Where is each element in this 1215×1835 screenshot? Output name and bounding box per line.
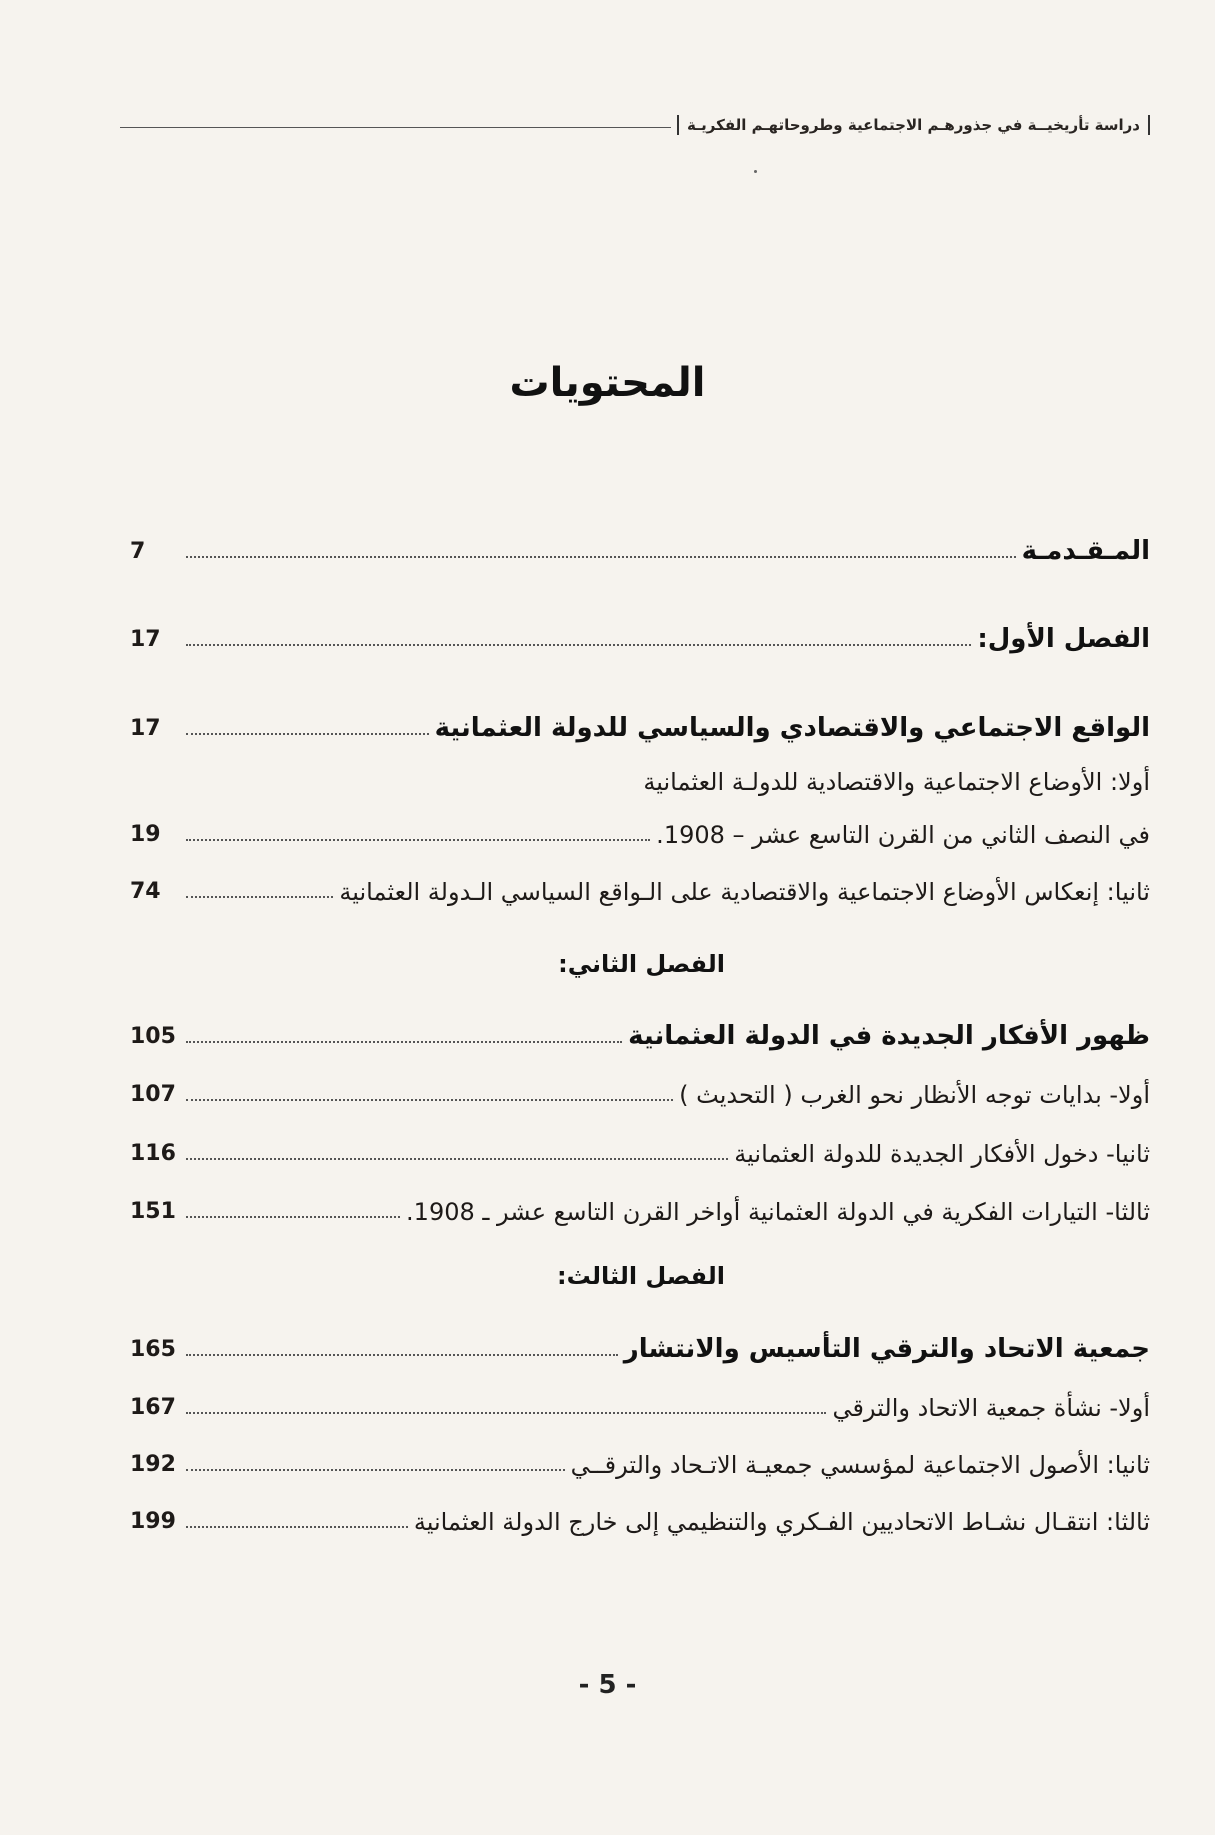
header-bar-left — [677, 115, 679, 135]
toc-page-number: 17 — [130, 627, 161, 652]
toc-entry-2-2 — [130, 1122, 1150, 1168]
toc-entry-chapter-3-title — [130, 1318, 1150, 1364]
toc-entry-1-1-line-2 — [130, 803, 1150, 849]
toc-entry-chapter-1-title — [130, 697, 1150, 743]
toc-page-number: 167 — [130, 1395, 176, 1420]
toc-entry-text: أولا: الأوضاع الاجتماعية والاقتصادية للدولـة العثمانية — [643, 768, 1150, 796]
leader-dots — [186, 644, 971, 646]
toc-page-number: 151 — [130, 1199, 176, 1224]
toc-entry-3-2 — [130, 1433, 1150, 1479]
running-header-text: دراسة تأريخيــة في جذورهـم الاجتماعية وطروحاتهـم الفكريـة — [686, 116, 1140, 134]
leader-dots — [186, 1412, 826, 1414]
toc-page-number: 192 — [130, 1452, 176, 1477]
toc-page-number: 165 — [130, 1337, 176, 1362]
toc-entry-text: أولا- نشأة جمعية الاتحاد والترقي — [832, 1394, 1150, 1422]
page-title: المحتويات — [509, 360, 706, 406]
toc-entry-text: أولا- بدايات توجه الأنظار نحو الغرب ( التحديث ) — [679, 1081, 1150, 1109]
toc-entry-text: ثالثا: انتقـال نشـاط الاتحاديين الفـكري والتنظيمي إلى خارج الدولة العثمانية — [413, 1508, 1150, 1536]
toc-entry-text: ظهور الأفكار الجديدة في الدولة العثمانية — [628, 1021, 1150, 1051]
leader-dots — [186, 1158, 728, 1160]
chapter-label-text: الفصل الثالث: — [557, 1262, 725, 1290]
header-rule — [120, 127, 671, 128]
header-bar-right — [1148, 115, 1150, 135]
leader-dots — [186, 556, 1016, 558]
toc-entry-3-3 — [130, 1490, 1150, 1536]
leader-dots — [186, 733, 429, 735]
leader-dots — [186, 1354, 618, 1356]
toc-entry-text: ثالثا- التيارات الفكرية في الدولة العثمانية أواخر القرن التاسع عشر ـ 1908. — [406, 1198, 1150, 1226]
toc-entry-chapter-2-title — [130, 1005, 1150, 1051]
toc-page-number: 17 — [130, 716, 161, 741]
toc-page-number: 116 — [130, 1141, 176, 1166]
page-number: - 5 - — [578, 1670, 637, 1700]
toc-entry-text: ثانيا- دخول الأفكار الجديدة للدولة العثمانية — [734, 1140, 1150, 1168]
toc-entry-text: المـقـدمـة — [1021, 536, 1150, 566]
chapter-label-text: الفصل الثاني: — [558, 950, 725, 978]
toc-entry-3-1 — [130, 1376, 1150, 1422]
toc-page-number: 74 — [130, 879, 161, 904]
toc-entry-chapter-1 — [130, 608, 1150, 654]
toc-entry-2-3 — [130, 1180, 1150, 1226]
toc-entry-text: جمعية الاتحاد والترقي التأسيس والانتشار — [623, 1334, 1150, 1364]
leader-dots — [186, 896, 333, 898]
toc-page-number: 199 — [130, 1509, 176, 1534]
leader-dots — [186, 839, 650, 841]
toc-entry-text: الفصل الأول: — [977, 624, 1150, 654]
toc-entry-text: في النصف الثاني من القرن التاسع عشر – 1908. — [656, 821, 1150, 849]
toc-entry-text: ثانيا: الأصول الاجتماعية لمؤسسي جمعيـة الاتـحاد والترقــي — [570, 1451, 1150, 1479]
toc-entry-2-1 — [130, 1063, 1150, 1109]
toc-entry-text: الواقع الاجتماعي والاقتصادي والسياسي للدولة العثمانية — [434, 713, 1150, 743]
toc-entry-1-2 — [130, 860, 1150, 906]
toc-entry-text: ثانيا: إنعكاس الأوضاع الاجتماعية والاقتصادية على الـواقع السياسي الـدولة العثمانية — [339, 878, 1150, 906]
toc-page-number: 7 — [130, 539, 146, 564]
speck-mark — [754, 170, 757, 173]
toc-page-number: 19 — [130, 822, 161, 847]
toc-page-number: 105 — [130, 1024, 176, 1049]
leader-dots — [186, 1041, 622, 1043]
leader-dots — [186, 1469, 565, 1471]
leader-dots — [186, 1216, 400, 1218]
leader-dots — [186, 1099, 673, 1101]
toc-page-number: 107 — [130, 1082, 176, 1107]
running-header — [120, 112, 1150, 138]
leader-dots — [186, 1526, 408, 1528]
toc-entry-1-1-line-1 — [130, 750, 1150, 796]
toc-entry-introduction — [130, 520, 1150, 566]
